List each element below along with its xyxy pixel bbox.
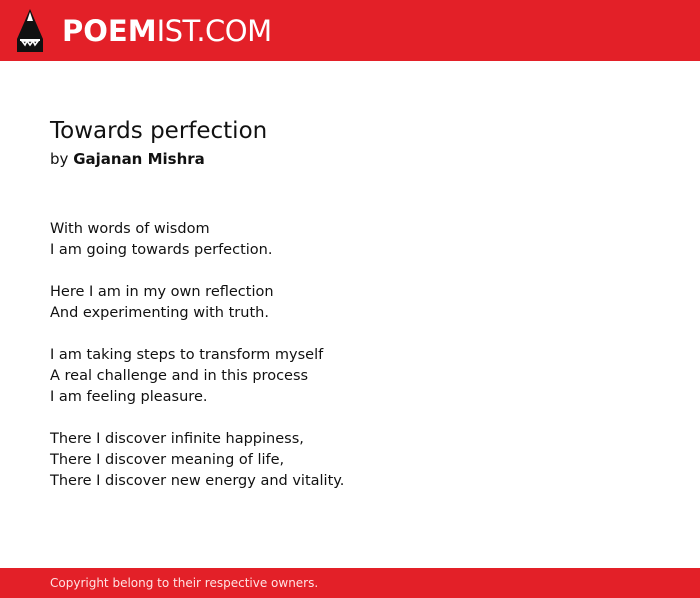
site-footer	[0, 568, 700, 598]
site-name-bold: POEM	[62, 14, 157, 48]
site-logo-link[interactable]	[62, 11, 272, 51]
pencil-tip-icon[interactable]	[17, 9, 43, 52]
poem-line: There I discover new energy and vitality.	[50, 473, 345, 489]
poem-byline	[50, 149, 205, 169]
poem-line: There I discover infinite happiness,	[50, 431, 304, 447]
stanza	[50, 282, 650, 324]
poem-title: Towards perfection	[50, 118, 268, 144]
poem-line: I am taking steps to transform myself	[50, 347, 324, 363]
poem-line: There I discover meaning of life,	[50, 452, 285, 468]
poem-line: And experimenting with truth.	[50, 305, 269, 321]
poem-line: I am going towards perfection.	[50, 242, 273, 258]
stanza	[50, 219, 650, 261]
stanza	[50, 429, 650, 492]
poem-line: A real challenge and in this process	[50, 368, 309, 384]
poem-line: Here I am in my own reflection	[50, 284, 274, 300]
poem-line: I am feeling pleasure.	[50, 389, 208, 405]
poem-body	[50, 219, 650, 513]
site-header	[0, 0, 700, 61]
stanza	[50, 345, 650, 408]
by-label: by	[50, 150, 69, 168]
author-name[interactable]: Gajanan Mishra	[73, 150, 205, 168]
site-name-light: IST.COM	[156, 14, 272, 48]
poem-line: With words of wisdom	[50, 221, 210, 237]
copyright-text: Copyright belong to their respective owners.	[50, 576, 319, 590]
